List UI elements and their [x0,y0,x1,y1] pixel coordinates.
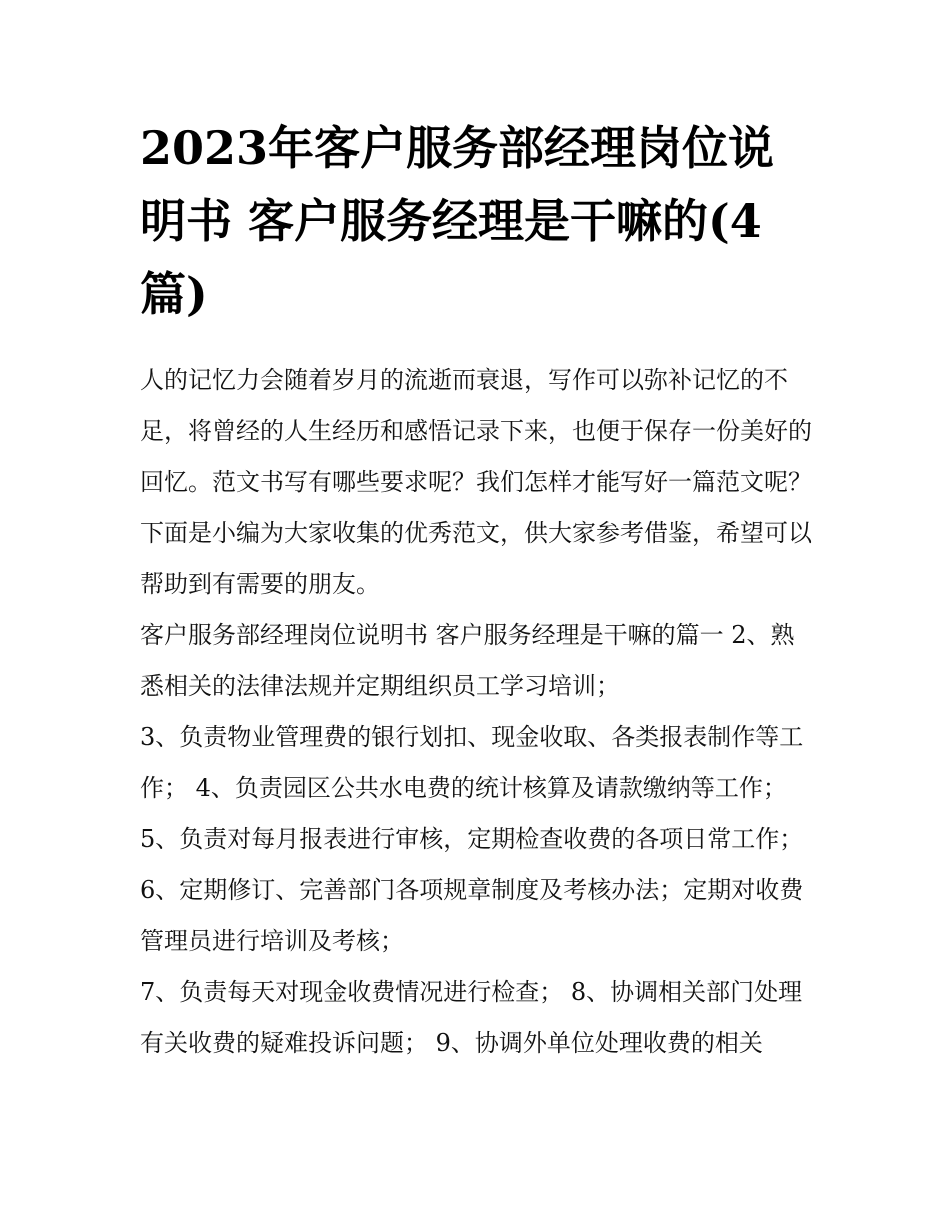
intro-paragraph: 人的记忆力会随着岁月的流逝而衰退，写作可以弥补记忆的不足，将曾经的人生经历和感悟记录下来，也便于保存一份美好的回忆。范文书写有哪些要求呢？我们怎样才能写好一篇范文呢？下面是小编为大家收集的优秀范文，供大家参考借鉴，希望可以帮助到有需要的朋友。 [140,366,812,598]
duties-paragraph-5-6: 5、负责对每月报表进行审核，定期检查收费的各项日常工作； 6、定期修订、完善部门各项规章制度及考核办法；定期对收费管理员进行培训及考核； [140,825,804,955]
document-body [140,355,814,1069]
duties-paragraph-7-9: 7、负责每天对现金收费情况进行检查； 8、协调相关部门处理有关收费的疑难投诉问题； 9、协调外单位处理收费的相关 [140,978,803,1057]
document-title: 2023年客户服务部经理岗位说明书 客户服务经理是干嘛的(4篇) [140,121,775,321]
section-one-paragraph: 客户服务部经理岗位说明书 客户服务经理是干嘛的篇一 2、熟悉相关的法律法规并定期组织员工学习培训； [140,621,795,700]
duties-paragraph-3-4: 3、负责物业管理费的银行划扣、现金收取、各类报表制作等工作； 4、负责园区公共水电费的统计核算及请款缴纳等工作； [140,723,804,802]
